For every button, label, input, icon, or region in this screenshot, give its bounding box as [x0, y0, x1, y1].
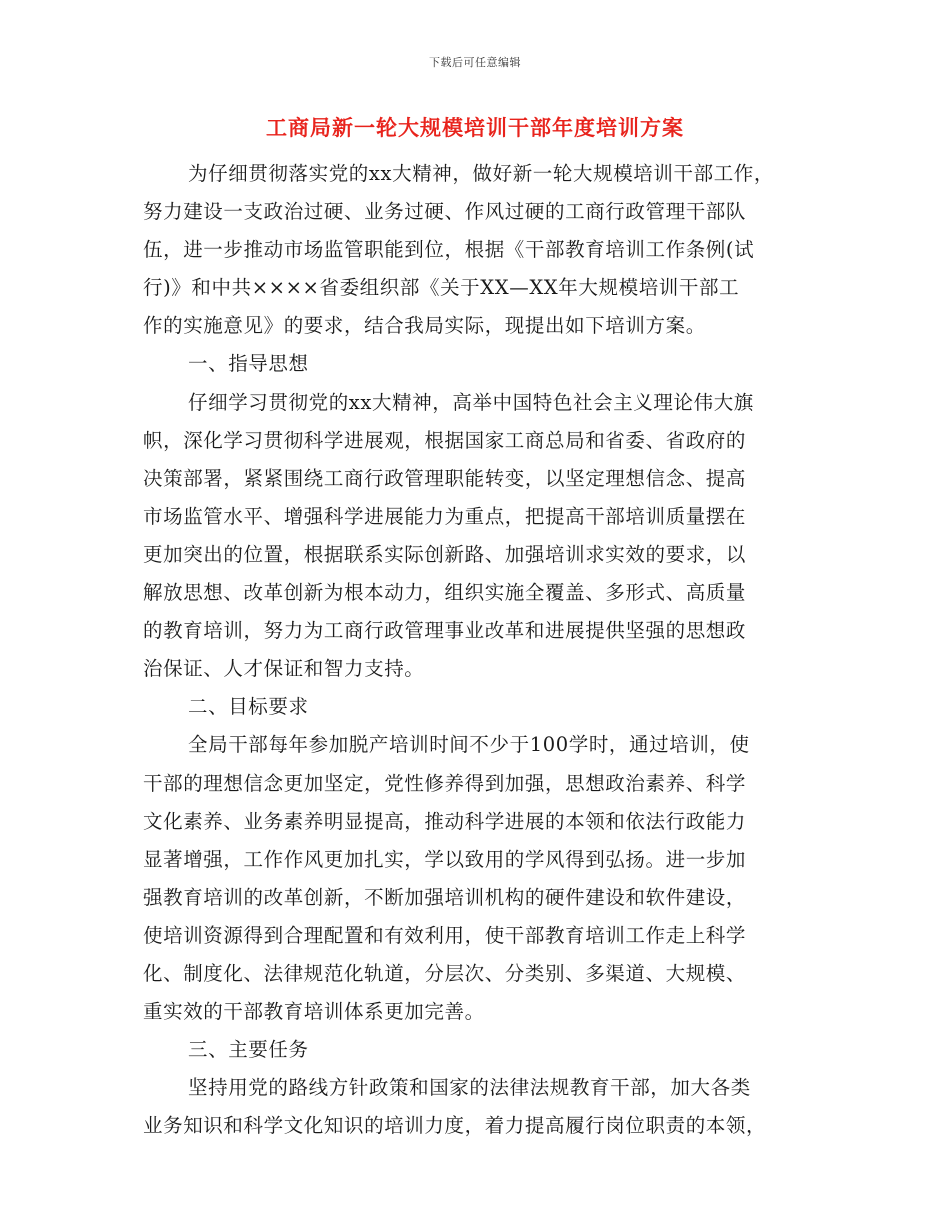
paragraph-line: 使培训资源得到合理配置和有效利用，使干部教育培训工作走上科学: [143, 923, 747, 947]
paragraph-line: 坚持用党的路线方针政策和国家的法律法规教育干部，加大各类: [188, 1076, 751, 1100]
paragraph-line: 的教育培训，努力为工商行政管理事业改革和进展提供坚强的思想政: [143, 619, 747, 643]
section-heading: 三、主要任务: [188, 1038, 309, 1062]
paragraph-line: 重实效的干部教育培训体系更加完善。: [143, 1000, 485, 1024]
paragraph-line: 业务知识和科学文化知识的培训力度，着力提高履行岗位职责的本领，: [143, 1114, 767, 1138]
paragraph-line: 更加突出的位置，根据联系实际创新路、加强培训求实效的要求，以: [143, 542, 747, 566]
paragraph-line: 努力建设一支政治过硬、业务过硬、作风过硬的工商行政管理干部队: [143, 200, 747, 224]
document-body: [143, 155, 823, 1145]
paragraph-line: 为仔细贯彻落实党的xx大精神，做好新一轮大规模培训干部工作，: [188, 162, 774, 185]
paragraph-line: 决策部署，紧紧围绕工商行政管理职能转变，以坚定理想信念、提高: [143, 466, 747, 490]
paragraph-line: 仔细学习贯彻党的xx大精神，高举中国特色社会主义理论伟大旗: [188, 390, 754, 414]
paragraph-line: 强教育培训的改革创新，不断加强培训机构的硬件建设和软件建设，: [143, 885, 747, 909]
paragraph-line: 全局干部每年参加脱产培训时间不少于100学时，通过培训，使: [188, 733, 750, 757]
paragraph-line: 伍，进一步推动市场监管职能到位，根据《干部教育培训工作条例(试: [143, 238, 755, 262]
paragraph-line: 市场监管水平、增强科学进展能力为重点，把提高干部培训质量摆在: [143, 504, 747, 528]
paragraph-line: 治保证、人才保证和智力支持。: [143, 657, 425, 681]
header-note: 下载后可任意编辑: [429, 56, 521, 69]
paragraph-line: 解放思想、改革创新为根本动力，组织实施全覆盖、多形式、高质量: [143, 581, 747, 605]
paragraph-line: 干部的理想信念更加坚定，党性修养得到加强，思想政治素养、科学: [143, 771, 747, 795]
section-heading: 二、目标要求: [188, 695, 309, 719]
section-heading: 一、指导思想: [188, 352, 309, 376]
paragraph-line: 行)》和中共××××省委组织部《关于XX—XX年大规模培训干部工: [143, 276, 740, 300]
paragraph-line: 文化素养、业务素养明显提高，推动科学进展的本领和依法行政能力: [143, 809, 747, 833]
paragraph-line: 帜，深化学习贯彻科学进展观，根据国家工商总局和省委、省政府的: [143, 428, 747, 452]
paragraph-line: 化、制度化、法律规范化轨道，分层次、分类别、多渠道、大规模、: [143, 961, 747, 985]
paragraph-line: 显著增强，工作作风更加扎实，学以致用的学风得到弘扬。进一步加: [143, 847, 747, 871]
document-title: 工商局新一轮大规模培训干部年度培训方案: [266, 115, 684, 140]
paragraph-line: 作的实施意见》的要求，结合我局实际，现提出如下培训方案。: [143, 314, 706, 338]
